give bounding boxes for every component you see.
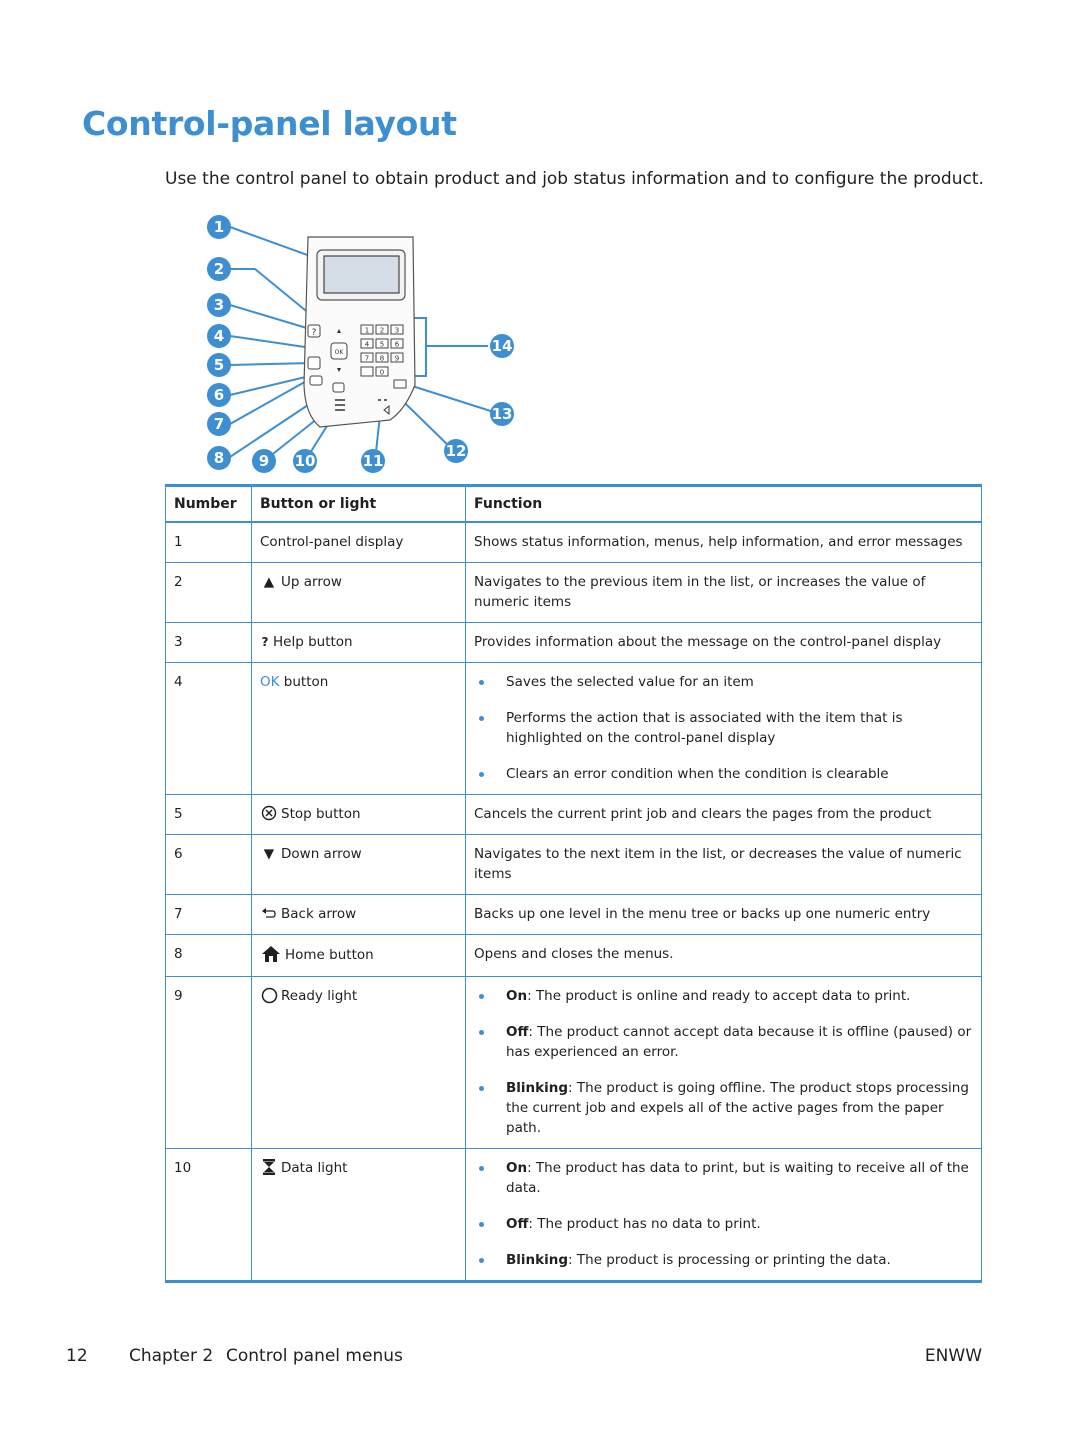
up-arrow-icon: ▲ — [263, 574, 275, 590]
callout-12-icon — [444, 439, 468, 463]
svg-text:12: 12 — [445, 442, 467, 460]
ready-light-icon — [260, 986, 278, 1006]
help-icon: ? — [261, 635, 269, 649]
callout-3-icon — [207, 293, 231, 317]
back-arrow-icon — [260, 904, 278, 924]
table-row — [166, 935, 982, 977]
svg-text:5: 5 — [379, 340, 385, 349]
row-number: 6 — [166, 835, 252, 895]
table-header-row — [166, 486, 982, 523]
table-row — [166, 623, 982, 663]
row-function: Backs up one level in the menu tree or backs up one numeric entry — [466, 895, 982, 935]
function-list — [474, 986, 973, 1138]
row-name: Down arrow — [281, 846, 362, 862]
svg-text:6: 6 — [213, 386, 225, 404]
row-number: 2 — [166, 563, 252, 623]
callout-4-icon — [207, 324, 231, 348]
row-function: Navigates to the next item in the list, or decreases the value of numeric items — [466, 835, 982, 895]
svg-text:9: 9 — [258, 452, 270, 470]
list-item: Clears an error condition when the condition is clearable — [474, 764, 973, 784]
svg-text:10: 10 — [294, 452, 316, 470]
svg-text:13: 13 — [491, 405, 513, 423]
table-row — [166, 835, 982, 895]
list-item: Blinking: The product is processing or printing the data. — [474, 1250, 973, 1270]
table-row — [166, 522, 982, 563]
list-item: On: The product has data to print, but is waiting to receive all of the data. — [474, 1158, 973, 1198]
row-number: 7 — [166, 895, 252, 935]
svg-text:1: 1 — [213, 218, 225, 236]
row-number: 10 — [166, 1149, 252, 1282]
callout-6-icon — [207, 383, 231, 407]
header-number: Number — [166, 486, 252, 523]
row-number: 3 — [166, 623, 252, 663]
row-name: Data light — [281, 1160, 348, 1176]
footer-section: Control panel menus — [226, 1346, 403, 1366]
row-number: 9 — [166, 977, 252, 1149]
svg-text:2: 2 — [213, 260, 225, 278]
callout-9-icon — [252, 449, 276, 473]
down-arrow-icon: ▼ — [263, 846, 275, 862]
svg-text:2: 2 — [379, 326, 385, 335]
row-name: Control-panel display — [260, 534, 404, 550]
stop-icon — [260, 804, 278, 824]
table-row — [166, 977, 982, 1149]
svg-text:8: 8 — [213, 449, 225, 467]
svg-text:6: 6 — [394, 340, 400, 349]
table-row — [166, 895, 982, 935]
row-function: Shows status information, menus, help information, and error messages — [466, 522, 982, 563]
footer-right: ENWW — [924, 1346, 982, 1366]
row-name: Back arrow — [281, 906, 357, 922]
svg-text:?: ? — [311, 328, 317, 338]
function-list — [474, 672, 973, 784]
svg-text:0: 0 — [379, 368, 385, 377]
svg-text:4: 4 — [213, 327, 225, 345]
svg-text:3: 3 — [394, 326, 400, 335]
header-function: Function — [466, 486, 982, 523]
row-function: Navigates to the previous item in the list, or increases the value of numeric items — [466, 563, 982, 623]
row-function: Opens and closes the menus. — [466, 935, 982, 977]
control-panel-diagram — [200, 205, 540, 480]
svg-text:9: 9 — [394, 354, 400, 363]
list-item: On: The product is online and ready to accept data to print. — [474, 986, 973, 1006]
row-function: Cancels the current print job and clears the pages from the product — [466, 795, 982, 835]
ok-key-label: OK — [334, 349, 344, 356]
svg-text:14: 14 — [491, 337, 513, 355]
svg-text:3: 3 — [213, 296, 225, 314]
control-panel-table — [165, 484, 982, 1283]
table-row — [166, 1149, 982, 1282]
svg-text:8: 8 — [379, 354, 385, 363]
list-item: Off: The product has no data to print. — [474, 1214, 973, 1234]
callout-11-icon — [361, 449, 385, 473]
function-list — [474, 1158, 973, 1270]
svg-text:5: 5 — [213, 356, 225, 374]
callout-5-icon — [207, 353, 231, 377]
row-name: Ready light — [281, 988, 358, 1004]
svg-text:7: 7 — [364, 354, 370, 363]
row-function: Provides information about the message on the control-panel display — [466, 623, 982, 663]
home-icon — [260, 944, 282, 966]
ok-label: OK — [260, 674, 280, 690]
row-number: 8 — [166, 935, 252, 977]
callout-13-icon — [490, 402, 514, 426]
svg-text:1: 1 — [364, 326, 370, 335]
svg-text:11: 11 — [362, 452, 384, 470]
row-number: 4 — [166, 663, 252, 795]
footer-page-number: 12 — [66, 1346, 88, 1366]
list-item: Saves the selected value for an item — [474, 672, 973, 692]
callout-7-icon — [207, 412, 231, 436]
table-row — [166, 563, 982, 623]
row-name: Stop button — [281, 806, 361, 822]
svg-text:4: 4 — [364, 340, 370, 349]
callout-8-icon — [207, 446, 231, 470]
intro-paragraph: Use the control panel to obtain product and job status information and to configure the product. — [165, 169, 984, 189]
table-row — [166, 663, 982, 795]
row-name: Home button — [285, 947, 374, 963]
callout-2-icon — [207, 257, 231, 281]
row-name: Help button — [273, 634, 353, 650]
list-item: Performs the action that is associated with the item that is highlighted on the control-panel display — [474, 708, 973, 748]
svg-text:7: 7 — [213, 415, 225, 433]
table-row — [166, 795, 982, 835]
list-item: Off: The product cannot accept data because it is offline (paused) or has experienced an error. — [474, 1022, 973, 1062]
callout-1-icon — [207, 215, 231, 239]
row-name: button — [283, 674, 329, 690]
row-number: 5 — [166, 795, 252, 835]
row-name: Up arrow — [281, 574, 342, 590]
data-light-icon — [260, 1158, 278, 1178]
callout-10-icon — [293, 449, 317, 473]
footer-chapter: Chapter 2 — [129, 1346, 214, 1366]
row-number: 1 — [166, 522, 252, 563]
header-button-or-light: Button or light — [252, 486, 466, 523]
page-title: Control-panel layout — [82, 104, 457, 143]
list-item: Blinking: The product is going offline. The product stops processing the current job and expels all of the active pages from the paper path. — [474, 1078, 973, 1138]
callout-14-icon — [490, 334, 514, 358]
